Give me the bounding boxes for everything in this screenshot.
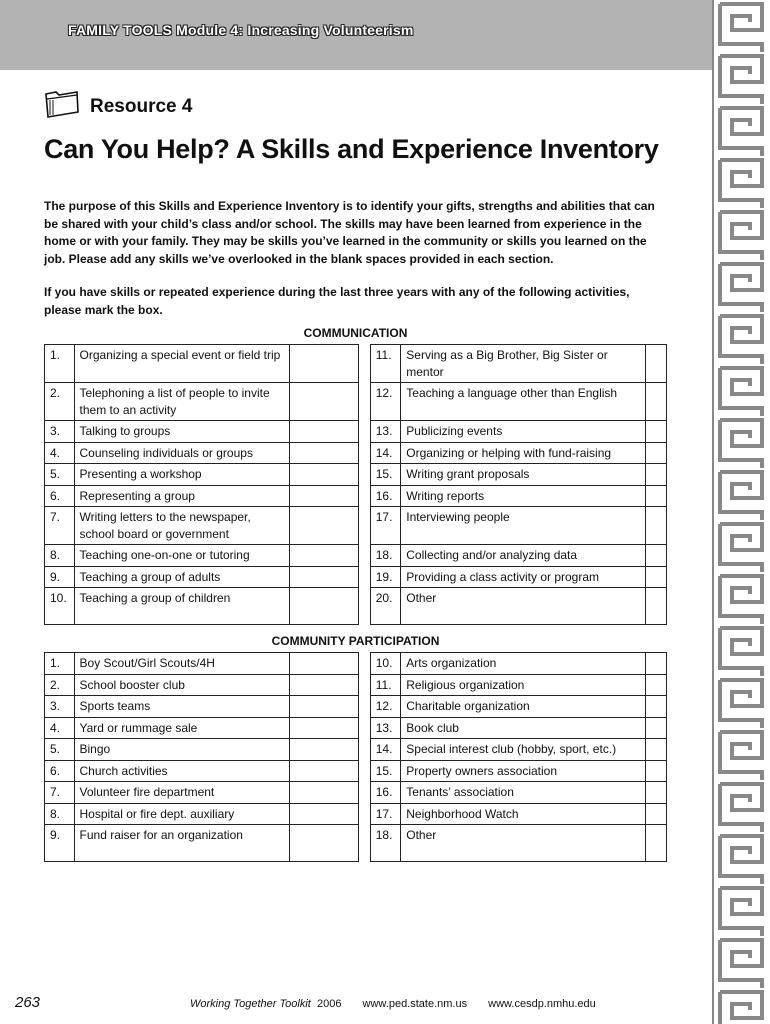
table-row — [45, 421, 667, 443]
item-number: 15. — [370, 464, 401, 486]
checkbox[interactable] — [290, 803, 358, 825]
table-row — [45, 345, 667, 383]
item-label: Organizing or helping with fund-raising — [401, 442, 645, 464]
item-label: Sports teams — [74, 696, 290, 718]
item-number: 5. — [45, 739, 75, 761]
item-number: 19. — [370, 566, 401, 588]
item-label: Boy Scout/Girl Scouts/4H — [74, 653, 290, 675]
item-number: 9. — [45, 566, 75, 588]
column-gap — [358, 464, 370, 486]
item-label: Other — [401, 825, 645, 862]
item-label: Volunteer fire department — [74, 782, 290, 804]
table-row — [45, 760, 667, 782]
item-label: Telephoning a list of people to invite them to an activity — [74, 383, 290, 421]
item-number: 13. — [370, 717, 401, 739]
item-label: Religious organization — [401, 674, 645, 696]
item-number: 6. — [45, 485, 75, 507]
item-label: Presenting a workshop — [74, 464, 290, 486]
table-row — [45, 653, 667, 675]
item-label: Teaching a group of children — [74, 588, 290, 625]
greek-key-motif — [720, 316, 762, 364]
checkbox[interactable] — [290, 696, 358, 718]
item-number: 18. — [370, 545, 401, 567]
table-row — [45, 674, 667, 696]
checkbox[interactable] — [290, 717, 358, 739]
column-gap — [358, 739, 370, 761]
item-number: 5. — [45, 464, 75, 486]
page-number: 263 — [15, 994, 41, 1011]
column-gap — [358, 674, 370, 696]
checkbox[interactable] — [290, 674, 358, 696]
table-row — [45, 566, 667, 588]
column-gap — [358, 345, 370, 383]
greek-key-motif — [720, 108, 762, 156]
greek-key-motif — [720, 4, 762, 52]
item-label: Writing letters to the newspaper, school board or government — [74, 507, 290, 545]
checkbox[interactable] — [645, 803, 666, 825]
checkbox[interactable] — [290, 588, 358, 625]
item-number: 2. — [45, 383, 75, 421]
table-row — [45, 442, 667, 464]
column-gap — [358, 696, 370, 718]
item-label: Church activities — [74, 760, 290, 782]
item-number: 4. — [45, 442, 75, 464]
checkbox[interactable] — [645, 653, 666, 675]
item-label: Counseling individuals or groups — [74, 442, 290, 464]
table-row — [45, 739, 667, 761]
item-number: 10. — [45, 588, 75, 625]
checkbox[interactable] — [645, 421, 666, 443]
checkbox[interactable] — [645, 739, 666, 761]
checkbox[interactable] — [290, 345, 358, 383]
checkbox[interactable] — [645, 442, 666, 464]
item-number: 8. — [45, 545, 75, 567]
item-number: 13. — [370, 421, 401, 443]
greek-key-motif — [720, 576, 762, 624]
column-gap — [358, 545, 370, 567]
item-label: Hospital or fire dept. auxiliary — [74, 803, 290, 825]
column-gap — [358, 383, 370, 421]
column-gap — [358, 507, 370, 545]
item-number: 15. — [370, 760, 401, 782]
checkbox[interactable] — [645, 545, 666, 567]
column-gap — [358, 566, 370, 588]
checkbox[interactable] — [645, 717, 666, 739]
item-number: 4. — [45, 717, 75, 739]
item-label: School booster club — [74, 674, 290, 696]
item-number: 7. — [45, 507, 75, 545]
item-number: 8. — [45, 803, 75, 825]
checkbox[interactable] — [645, 674, 666, 696]
item-label: Interviewing people — [401, 507, 645, 545]
item-number: 7. — [45, 782, 75, 804]
checkbox[interactable] — [290, 485, 358, 507]
item-number: 20. — [370, 588, 401, 625]
item-label: Collecting and/or analyzing data — [401, 545, 645, 567]
intro-paragraph: The purpose of this Skills and Experience Inventory is to identify your gifts, strengths and abilities that can be shared with your child’s class and/or school. The skills may have been learned from experience in the home or with your family. They may be skills you’ve learned in the community or skills you learned on the job. Please add any skills we’ve overlooked in the blank spaces provided in each section. — [44, 199, 655, 266]
item-label: Tenants’ association — [401, 782, 645, 804]
column-gap — [358, 421, 370, 443]
page-title: Can You Help? A Skills and Experience Inventory — [44, 134, 659, 164]
item-number: 11. — [370, 674, 401, 696]
item-label: Special interest club (hobby, sport, etc.) — [401, 739, 645, 761]
item-number: 14. — [370, 442, 401, 464]
item-number: 12. — [370, 696, 401, 718]
greek-key-motif — [720, 836, 762, 884]
table-row — [45, 464, 667, 486]
header-title: FAMILY TOOLS Module 4: Increasing Volunteerism — [68, 22, 414, 38]
table-row — [45, 485, 667, 507]
checkbox[interactable] — [290, 464, 358, 486]
footer-year: 2006 — [317, 998, 342, 1010]
item-number: 16. — [370, 782, 401, 804]
community-participation-table — [44, 652, 667, 862]
checkbox[interactable] — [290, 507, 358, 545]
folder-icon — [44, 88, 80, 120]
table-row — [45, 717, 667, 739]
checkbox[interactable] — [290, 442, 358, 464]
column-gap — [358, 760, 370, 782]
item-label: Bingo — [74, 739, 290, 761]
checkbox[interactable] — [645, 464, 666, 486]
item-label: Serving as a Big Brother, Big Sister or mentor — [401, 345, 645, 383]
greek-key-border — [712, 0, 770, 1024]
checkbox[interactable] — [645, 383, 666, 421]
item-label: Neighborhood Watch — [401, 803, 645, 825]
item-number: 10. — [370, 653, 401, 675]
column-gap — [358, 588, 370, 625]
item-label: Yard or rummage sale — [74, 717, 290, 739]
column-gap — [358, 717, 370, 739]
item-label: Teaching one-on-one or tutoring — [74, 545, 290, 567]
greek-key-motif — [720, 264, 762, 312]
checkbox[interactable] — [290, 653, 358, 675]
instruction-paragraph: If you have skills or repeated experience during the last three years with any of the following activities, please mark the box. — [44, 285, 630, 317]
item-label: Arts organization — [401, 653, 645, 675]
item-label: Publicizing events — [401, 421, 645, 443]
checkbox[interactable] — [290, 739, 358, 761]
communication-table — [44, 344, 667, 625]
checkbox[interactable] — [645, 485, 666, 507]
checkbox[interactable] — [645, 825, 666, 862]
table-row — [45, 696, 667, 718]
item-number: 12. — [370, 383, 401, 421]
column-gap — [358, 782, 370, 804]
column-gap — [358, 485, 370, 507]
checkbox[interactable] — [645, 507, 666, 545]
item-number: 11. — [370, 345, 401, 383]
greek-key-motif — [720, 680, 762, 728]
section-title-communication: COMMUNICATION — [303, 326, 408, 340]
greek-key-motif — [720, 524, 762, 572]
item-number: 14. — [370, 739, 401, 761]
footer-url-ped: www.ped.state.nm.us — [362, 998, 468, 1010]
column-gap — [358, 442, 370, 464]
item-label: Other — [401, 588, 645, 625]
checkbox[interactable] — [645, 760, 666, 782]
item-label: Providing a class activity or program — [401, 566, 645, 588]
table-row — [45, 588, 667, 625]
item-label: Talking to groups — [74, 421, 290, 443]
item-number: 1. — [45, 345, 75, 383]
checkbox[interactable] — [645, 345, 666, 383]
checkbox[interactable] — [645, 696, 666, 718]
greek-key-motif — [720, 628, 762, 676]
item-label: Writing grant proposals — [401, 464, 645, 486]
item-number: 17. — [370, 803, 401, 825]
table-row — [45, 545, 667, 567]
checkbox[interactable] — [645, 566, 666, 588]
greek-key-motif — [720, 992, 762, 1024]
greek-key-motif — [720, 940, 762, 988]
item-number: 9. — [45, 825, 75, 862]
checkbox[interactable] — [645, 782, 666, 804]
item-number: 6. — [45, 760, 75, 782]
checkbox[interactable] — [290, 383, 358, 421]
item-label: Book club — [401, 717, 645, 739]
item-number: 2. — [45, 674, 75, 696]
greek-key-motif — [720, 56, 762, 104]
greek-key-motif — [720, 212, 762, 260]
greek-key-motif — [720, 472, 762, 520]
greek-key-motif — [720, 784, 762, 832]
footer — [190, 998, 614, 1010]
item-label: Representing a group — [74, 485, 290, 507]
footer-toolkit: Working Together Toolkit — [190, 998, 311, 1010]
greek-key-motif — [720, 420, 762, 468]
table-row — [45, 507, 667, 545]
checkbox[interactable] — [290, 782, 358, 804]
greek-key-motif — [720, 732, 762, 780]
item-label: Property owners association — [401, 760, 645, 782]
item-label: Teaching a language other than English — [401, 383, 645, 421]
table-row — [45, 825, 667, 862]
item-label: Charitable organization — [401, 696, 645, 718]
resource-label: Resource 4 — [90, 96, 193, 117]
checkbox[interactable] — [290, 421, 358, 443]
column-gap — [358, 825, 370, 862]
table-row — [45, 383, 667, 421]
item-number: 1. — [45, 653, 75, 675]
checkbox[interactable] — [645, 588, 666, 625]
item-number: 17. — [370, 507, 401, 545]
checkbox[interactable] — [290, 760, 358, 782]
checkbox[interactable] — [290, 545, 358, 567]
item-number: 16. — [370, 485, 401, 507]
section-title-community-participation: COMMUNITY PARTICIPATION — [271, 634, 440, 648]
item-number: 3. — [45, 421, 75, 443]
greek-key-motif — [720, 368, 762, 416]
item-number: 18. — [370, 825, 401, 862]
checkbox[interactable] — [290, 566, 358, 588]
table-row — [45, 782, 667, 804]
item-label: Fund raiser for an organization — [74, 825, 290, 862]
item-number: 3. — [45, 696, 75, 718]
header-bar — [0, 0, 712, 70]
footer-url-cesdp: www.cesdp.nmhu.edu — [488, 998, 596, 1010]
item-label: Teaching a group of adults — [74, 566, 290, 588]
column-gap — [358, 653, 370, 675]
greek-key-motif — [720, 160, 762, 208]
item-label: Organizing a special event or field trip — [74, 345, 290, 383]
column-gap — [358, 803, 370, 825]
table-row — [45, 803, 667, 825]
greek-key-motif — [720, 888, 762, 936]
item-label: Writing reports — [401, 485, 645, 507]
checkbox[interactable] — [290, 825, 358, 862]
